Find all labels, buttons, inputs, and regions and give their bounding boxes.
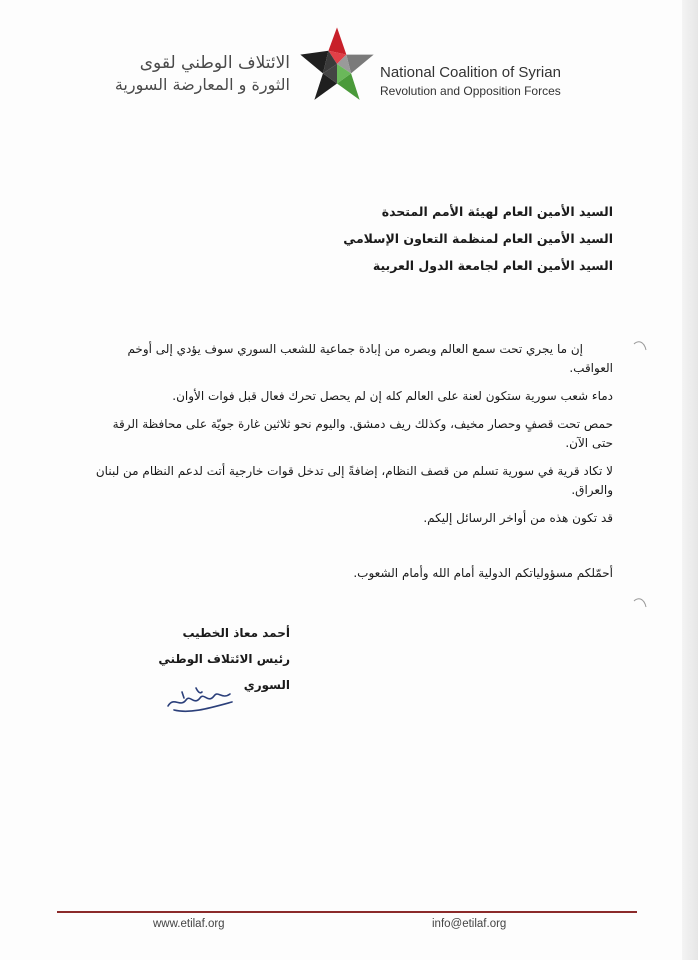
star-logo-icon (298, 25, 376, 103)
signer-name: أحمد معاذ الخطيب (182, 626, 290, 640)
body-paragraph: دماء شعب سورية ستكون لعنة على العالم كله إن لم يحصل تحرك فعال قبل فوات الأوان. (172, 389, 613, 403)
org-name-arabic (100, 52, 290, 96)
org-name-english (380, 63, 561, 100)
page-edge-shadow (682, 0, 698, 960)
closing-line: أحمّلكم مسؤولياتكم الدولية أمام الله وأمام الشعوب. (353, 566, 613, 580)
recipient-line: السيد الأمين العام لجامعة الدول العربية (372, 258, 613, 273)
org-name-ar-line1: الائتلاف الوطني لقوى (139, 53, 290, 73)
footer-email-link[interactable]: info@etilaf.org (432, 918, 507, 930)
signer-title: رئيس الائتلاف الوطني السوري (158, 652, 290, 692)
letter-body (95, 340, 613, 537)
margin-mark-icon (632, 338, 648, 352)
signer-block (110, 620, 290, 692)
recipient-line: السيد الأمين العام لهيئة الأمم المتحدة (381, 204, 613, 219)
body-paragraph: قد تكون هذه من أواخر الرسائل إليكم. (423, 511, 613, 525)
org-name-en-line2: Revolution and Opposition Forces (380, 84, 561, 98)
body-paragraph: لا تكاد قرية في سورية تسلم من قصف النظام، إضافةً إلى تدخل قوات خارجية أتت لدعم النظام من لبنان والعراق. (95, 464, 613, 497)
org-name-ar-line2: الثورة و المعارضة السورية (114, 75, 290, 94)
handwritten-signature (160, 678, 240, 718)
body-paragraph: حمص تحت قصفٍ وحصار مخيف، وكذلك ريف دمشق. واليوم نحو ثلاثين غارة جويّة على محافظة الرقة حتى الآن. (112, 417, 613, 450)
recipient-line: السيد الأمين العام لمنظمة التعاون الإسلامي (343, 231, 613, 246)
recipients-block (193, 198, 613, 279)
footer-rule (57, 911, 637, 913)
footer-website-link[interactable]: www.etilaf.org (153, 918, 225, 930)
body-paragraph: إن ما يجري تحت سمع العالم وبصره من إبادة جماعية للشعب السوري سوف يؤدي إلى أوخم العواقب. (127, 342, 613, 375)
org-name-en-line1: National Coalition of Syrian (380, 64, 561, 81)
margin-mark-icon (632, 595, 648, 609)
